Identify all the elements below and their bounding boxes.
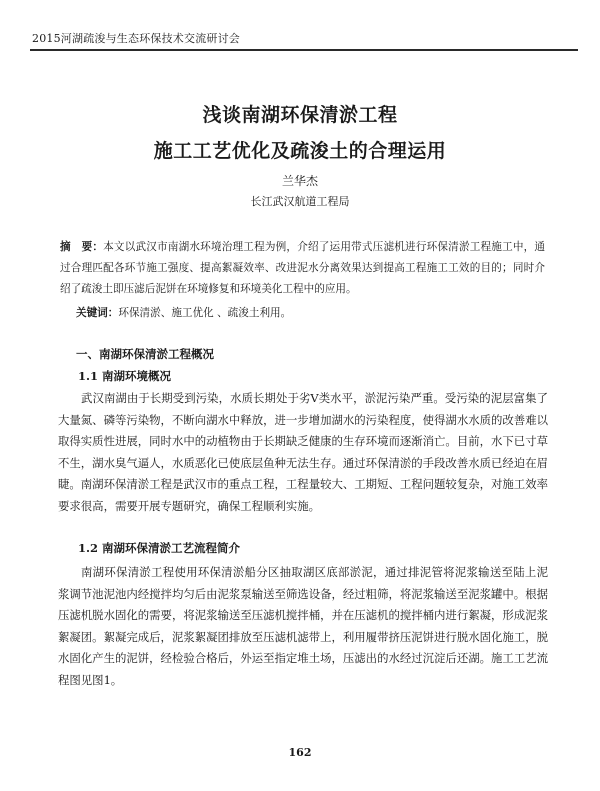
- subsection-heading-1-2: 1.2 南湖环保清淤工艺流程简介: [78, 541, 241, 555]
- running-header: 2015河湖疏浚与生态环保技术交流研讨会: [32, 32, 240, 45]
- paragraph-1-2: 南湖环保清淤工程使用环保清淤船分区抽取湖区底部淤泥，通过排泥管将泥浆输送至陆上泥浆调节池泥池内经搅拌均匀后由泥浆泵输送至筛选设备，经过粗筛，将泥浆输送至泥浆罐中。根据压滤机脱水固化的需要，将泥浆输送至压滤机搅拌桶，并在压滤机的搅拌桶内进行絮凝，形成泥浆絮凝团。絮凝完成后，泥浆絮凝团排放至压滤机滤带上，利用履带挤压泥饼进行脱水固化施工，脱水固化产生的泥饼，经检验合格后，外运至指定堆土场，压滤出的水经过沉淀后还湖。施工工艺流程图见图1。: [58, 565, 548, 687]
- article-title-line1: 浅谈南湖环保清淤工程: [202, 104, 398, 126]
- subsection-heading-1-1: 1.1 南湖环境概况: [78, 369, 172, 383]
- abstract-text: 本文以武汉市南湖水环境治理工程为例，介绍了运用带式压滤机进行环保清淤工程施工中，通过合理匹配各环节施工强度、提高絮凝效率、改进泥水分离效果达到提高工程施工工效的目的；同时介绍了疏浚土即压滤后泥饼在环境修复和环境美化工程中的应用。: [60, 241, 546, 295]
- article-title-line2: 施工工艺优化及疏浚土的合理运用: [153, 140, 447, 162]
- author-affiliation: 长江武汉航道工程局: [250, 195, 350, 208]
- header-rule: [30, 49, 578, 51]
- section-heading: 一、南湖环保清淤工程概况: [76, 347, 214, 361]
- keywords: [76, 303, 546, 324]
- abstract: [60, 237, 545, 300]
- keywords-text: 环保清淤、施工优化 、疏浚土利用。: [118, 307, 292, 319]
- paragraph-1-1: 武汉南湖由于长期受到污染，水质长期处于劣V类水平，淤泥污染严重。受污染的泥层富集了大量氮、磷等污染物，不断向湖水中释放，进一步增加湖水的污染程度，使得湖水水质的改善难以取得实质性进展，同时水中的动植物由于长期缺乏健康的生存环境而逐渐消亡。目前，水下已寸草不生，湖水臭气逼人，水质恶化已使底层鱼种无法生存。通过环保清淤的手段改善水质已经迫在眉睫。南湖环保清淤工程是武汉市的重点工程，工程量较大、工期短、工程问题较复杂，对施工效率要求很高，需要开展专题研究，确保工程顺利实施。: [58, 391, 548, 513]
- author-name: 兰华杰: [281, 174, 318, 188]
- keywords-label: 关键词：: [76, 307, 119, 319]
- abstract-label: 摘 要：: [60, 241, 104, 253]
- page-number: 162: [288, 746, 312, 759]
